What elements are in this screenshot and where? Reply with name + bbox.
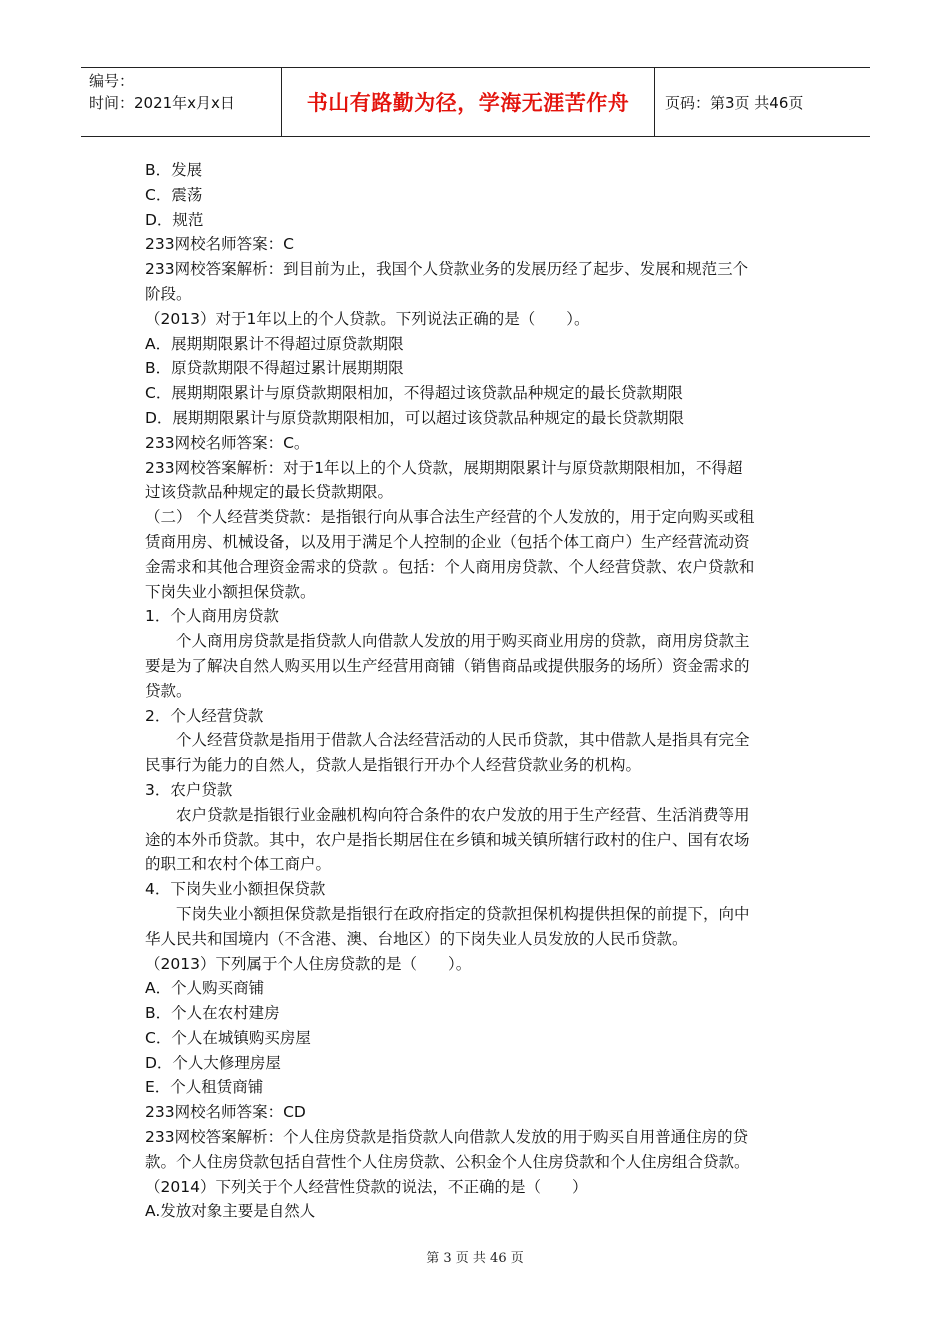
- text-line: 2．个人经营贷款: [145, 706, 264, 725]
- text-line: 233网校名师答案：CD: [145, 1103, 306, 1122]
- text-line: 4．下岗失业小额担保贷款: [145, 880, 326, 899]
- text-line: 233网校名师答案：C: [145, 235, 294, 254]
- text-line: B．发展: [145, 161, 203, 179]
- text-line: 阶段。: [145, 284, 192, 303]
- header-motto: 书山有路勤为径，学海无涯苦作舟: [306, 91, 630, 115]
- text-line: C．震荡: [145, 185, 203, 204]
- text-line: 赁商用房、机械设备，以及用于满足个人控制的企业（包括个体工商户）生产经营流动资: [145, 532, 750, 551]
- text-line: 233网校答案解析：个人住房贷款是指贷款人向借款人发放的用于购买自用普通住房的贷: [145, 1128, 749, 1147]
- header-meta: [81, 68, 281, 136]
- text-line: 过该贷款品种规定的最长贷款期限。: [145, 483, 394, 502]
- time-label: 时间：2021年x月x日: [89, 94, 235, 112]
- text-line: 的职工和农村个体工商户。: [145, 855, 332, 874]
- text-line: 华人民共和国境内（不含港、澳、台地区）的下岗失业人员发放的人民币贷款。: [145, 929, 688, 948]
- text-line: 贷款。: [145, 681, 192, 700]
- text-line: D．个人大修理房屋: [145, 1053, 281, 1072]
- text-line: E．个人租赁商铺: [145, 1078, 264, 1097]
- text-line: A.发放对象主要是自然人: [145, 1202, 316, 1221]
- text-line: B．原贷款期限不得超过累计展期期限: [145, 359, 404, 378]
- text-line: 农户贷款是指银行业金融机构向符合条件的农户发放的用于生产经营、生活消费等用: [145, 805, 750, 824]
- text-line: C．展期期限累计与原贷款期限相加，不得超过该贷款品种规定的最长贷款期限: [145, 384, 683, 403]
- text-line: 233网校答案解析：对于1年以上的个人贷款，展期期限累计与原贷款期限相加，不得超: [145, 458, 743, 477]
- text-line: 1．个人商用房贷款: [145, 607, 279, 626]
- text-line: C．个人在城镇购买房屋: [145, 1028, 311, 1047]
- text-line: 金需求和其他合理资金需求的贷款 。包括：个人商用房贷款、个人经营贷款、农户贷款和: [145, 557, 755, 576]
- header-page-info-cell: [655, 68, 870, 136]
- text-line: 个人经营贷款是指用于借款人合法经营活动的人民币贷款，其中借款人是指具有完全: [145, 731, 750, 750]
- serial-number-label: 编号：: [89, 72, 135, 90]
- text-line: 3．农户贷款: [145, 780, 233, 799]
- text-line: 要是为了解决自然人购买用以生产经营用商铺（销售商品或提供服务的场所）资金需求的: [145, 656, 750, 675]
- text-line: B．个人在农村建房: [145, 1004, 280, 1023]
- text-line: （2013）下列属于个人住房贷款的是（ ）。: [145, 954, 472, 973]
- text-line: 下岗失业小额担保贷款是指银行在政府指定的贷款担保机构提供担保的前提下，向中: [145, 904, 750, 923]
- document-body: [145, 158, 810, 1224]
- text-line: D．规范: [145, 210, 204, 229]
- text-line: 下岗失业小额担保贷款。: [145, 582, 316, 601]
- page-footer: 第 3 页 共 46 页: [426, 1251, 524, 1266]
- text-line: 233网校答案解析：到目前为止，我国个人贷款业务的发展历经了起步、发展和规范三个: [145, 260, 749, 279]
- text-line: 民事行为能力的自然人，贷款人是指银行开办个人经营贷款业务的机构。: [145, 756, 642, 775]
- text-line: （二） 个人经营类贷款：是指银行向从事合法生产经营的个人发放的，用于定向购买或租: [145, 508, 755, 527]
- header-page-info: 页码：第3页 共46页: [665, 93, 804, 112]
- text-line: （2014）下列关于个人经营性贷款的说法，不正确的是（ ）: [145, 1177, 588, 1196]
- text-line: A．展期期限累计不得超过原贷款期限: [145, 334, 404, 353]
- text-line: 233网校名师答案：C。: [145, 433, 310, 452]
- text-line: （2013）对于1年以上的个人贷款。下列说法正确的是（ ）。: [145, 309, 590, 328]
- text-line: 款。个人住房贷款包括自营性个人住房贷款、公积金个人住房贷款和个人住房组合贷款。: [145, 1152, 750, 1171]
- text-line: D．展期期限累计与原贷款期限相加，可以超过该贷款品种规定的最长贷款期限: [145, 408, 684, 427]
- text-line: 途的本外币贷款。其中，农户是指长期居住在乡镇和城关镇所辖行政村的住户、国有农场: [145, 830, 750, 849]
- page-header: [81, 67, 870, 137]
- text-line: 个人商用房贷款是指贷款人向借款人发放的用于购买商业用房的贷款，商用房贷款主: [145, 632, 750, 651]
- header-motto-cell: [281, 68, 655, 136]
- text-line: A．个人购买商铺: [145, 979, 265, 998]
